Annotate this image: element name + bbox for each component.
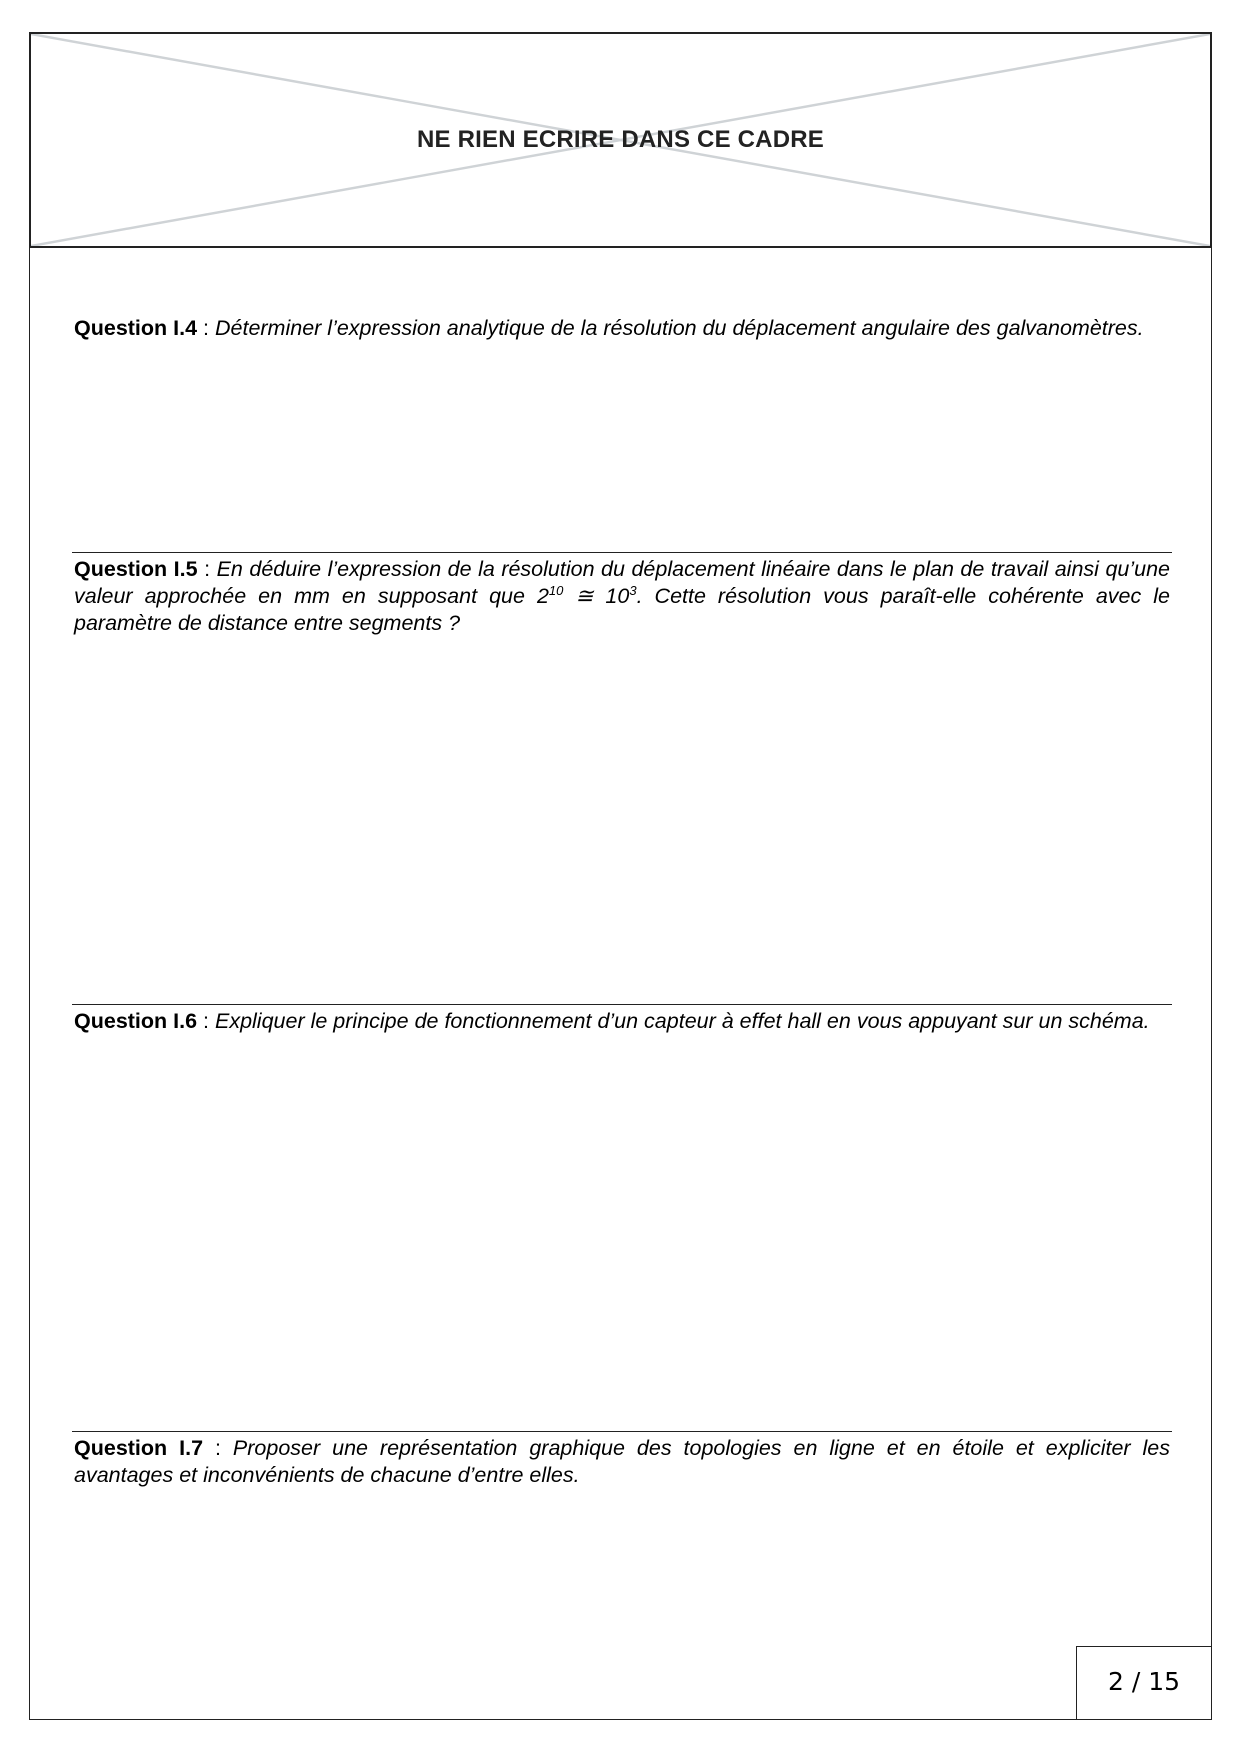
question-i6 — [74, 1008, 1170, 1035]
question-label: Question I.5 — [74, 557, 198, 581]
question-text-part: En déduire l’expression de la résolution du déplacement linéaire dans le plan de travail ainsi qu’une valeur approchée en mm en supposant que 2 — [74, 557, 1171, 608]
question-i4 — [74, 315, 1170, 342]
question-separator: : — [203, 1436, 233, 1460]
question-divider — [72, 1004, 1172, 1005]
question-text: Proposer une représentation graphique des topologies en ligne et en étoile et expliciter les avantages et inconvénients de chacune d’entre elles. — [74, 1436, 1170, 1487]
question-text-part: . Cette résolution vous paraît-elle cohérente avec le paramètre de distance entre segments ? — [74, 584, 1170, 635]
exponent: 10 — [548, 582, 564, 598]
question-separator: : — [197, 557, 217, 581]
question-i5 — [74, 556, 1170, 637]
question-separator: : — [197, 1009, 215, 1033]
question-text-part: ≅ 10 — [563, 584, 630, 608]
question-i7 — [74, 1435, 1170, 1489]
question-label: Question I.4 — [74, 316, 198, 340]
question-text: Déterminer l’expression analytique de la résolution du déplacement angulaire des galvanomètres. — [214, 316, 1144, 340]
question-divider — [72, 552, 1172, 553]
question-label: Question I.6 — [74, 1009, 198, 1033]
exponent: 3 — [629, 582, 637, 598]
question-text: Expliquer le principe de fonctionnement d’un capteur à effet hall en vous appuyant sur un schéma. — [214, 1009, 1150, 1033]
page-number: 2 / 15 — [1076, 1646, 1212, 1720]
question-divider — [72, 1431, 1172, 1432]
question-text — [74, 557, 1170, 635]
question-separator: : — [197, 316, 215, 340]
do-not-write-title: NE RIEN ECRIRE DANS CE CADRE — [417, 126, 824, 153]
question-label: Question I.7 — [74, 1436, 204, 1460]
do-not-write-box — [29, 32, 1212, 248]
